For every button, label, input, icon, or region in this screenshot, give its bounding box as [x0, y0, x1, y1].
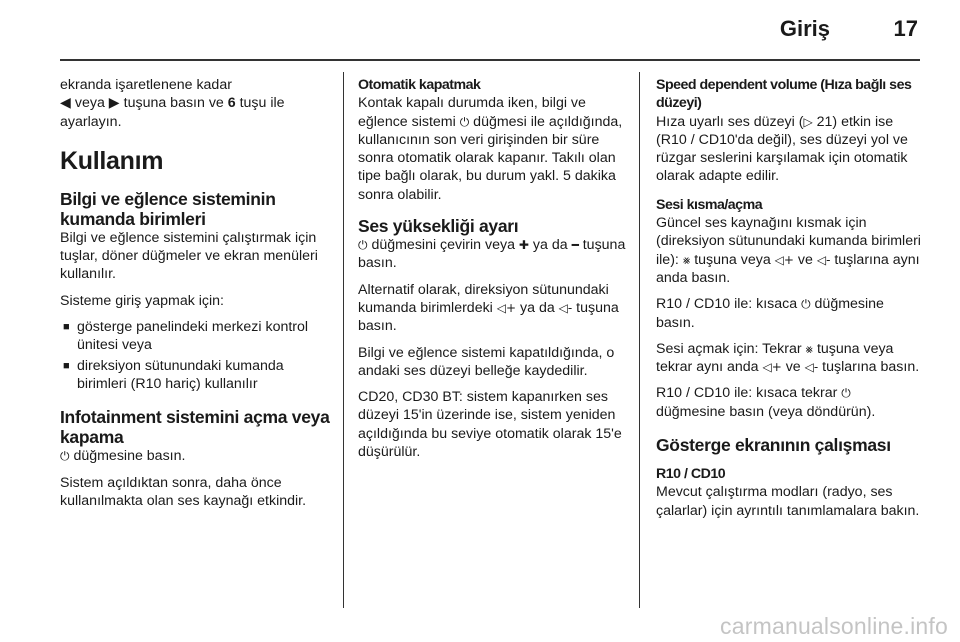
- heading-sesi-kisma: Sesi kısma/açma: [656, 196, 763, 213]
- page-reference: 21: [812, 113, 833, 130]
- paragraph-alternatif: Alternatif olarak, direksiyon sütunundaki kumanda birimlerdeki ◁+ ya da ◁- tuşuna basın.: [358, 281, 619, 335]
- list-item: ■ gösterge panelindeki merkezi kontrol ünitesi veya: [60, 318, 332, 355]
- key-6: 6: [227, 95, 236, 112]
- volume-down-icon: ◁-: [558, 300, 573, 315]
- column-divider: [343, 72, 344, 608]
- paragraph-r10-kisaca: R10 / CD10 ile: kısaca ⏻ düğmesine basın.: [656, 296, 884, 331]
- header-rule: [60, 59, 920, 61]
- paragraph-guncel: Güncel ses kaynağını kısmak için (direksiyon sütunundaki kumanda birimleri ile): ⨳ tuşuna veya ◁+ ve ◁- tuşlarına aynı anda basın.: [656, 215, 921, 286]
- power-icon: ⏻: [459, 114, 470, 129]
- paragraph-otomatik: Kontak kapalı durumda iken, bilgi ve eğlence sistemi ⏻ düğmesi ile açıldığında, kullanıcının son veri girişinden bir süre sonra otomatik olarak kapanır. Takılı olan tipe bağlı olarak, bu durum yakl. 5 dakika sonra olabilir.: [358, 95, 623, 203]
- minus-icon: ━: [571, 238, 579, 253]
- volume-down-icon: ◁-: [804, 360, 819, 375]
- heading-speed-dependent-volume: Speed dependent volume (Hıza bağlı ses düzeyi): [656, 77, 912, 112]
- arrow-right-icon: ▶: [108, 95, 120, 112]
- bullet-list: [60, 318, 332, 393]
- column-2: [358, 76, 626, 469]
- volume-up-icon: ◁+: [762, 360, 782, 375]
- list-item: ■ direksiyon sütunundaki kumanda birimleri (R10 hariç) kullanılır: [60, 357, 332, 394]
- volume-up-icon: ◁+: [774, 252, 794, 267]
- column-1: [60, 76, 332, 518]
- paragraph-hiza: Hıza uyarlı ses düzeyi (▷ 21) etkin ise (R10 / CD10'da değil), ses düzeyi yol ve rüzgar seslerini karşılamak için otomatik olarak adapte edilir.: [656, 113, 908, 185]
- power-icon: ⏻: [60, 449, 70, 464]
- page-header: [60, 0, 920, 62]
- page-reference-icon: ▷: [803, 114, 813, 129]
- section-heading-kullanim: Kullanım: [60, 146, 164, 175]
- power-icon: ⏻: [841, 386, 851, 401]
- paragraph-bilgi: Bilgi ve eğlence sistemini çalıştırmak için tuşlar, döner düğmeler ve ekran menüleri kullanılır.: [60, 229, 318, 283]
- paragraph-sistem-acildiktan: Sistem açıldıktan sonra, daha önce kullanılmakta olan ses kaynağı etkindir.: [60, 474, 307, 509]
- heading-otomatik-kapatmak: Otomatik kapatmak: [358, 77, 481, 93]
- page-title: Giriş: [779, 16, 830, 41]
- heading-kumanda-birimleri: Bilgi ve eğlence sisteminin kumanda birimleri: [60, 188, 276, 229]
- paragraph-sesi-acmak: Sesi açmak için: Tekrar ⨳ tuşuna veya tekrar aynı anda ◁+ ve ◁- tuşlarına basın.: [656, 340, 920, 376]
- heading-r10-cd10: R10 / CD10: [656, 466, 726, 483]
- plus-icon: ✚: [518, 238, 529, 253]
- column-3: [656, 76, 924, 528]
- paragraph-sisteme: Sisteme giriş yapmak için:: [60, 292, 224, 309]
- watermark[interactable]: carmanualsonline.info: [720, 613, 948, 639]
- paragraph-kapatildiginda: Bilgi ve eğlence sistemi kapatıldığında, o andaki ses düzeyi belleğe kaydedilir.: [358, 344, 615, 379]
- power-icon: ⏻: [358, 238, 368, 253]
- paragraph-mevcut: Mevcut çalıştırma modları (radyo, ses çalarlar) için ayrıntılı tanımlamalara bakın.: [656, 484, 920, 519]
- volume-down-icon: ◁-: [816, 252, 831, 267]
- mute-icon: ⨳: [682, 252, 691, 267]
- page-number: 17: [893, 16, 918, 41]
- heading-infotainment-acma: Infotainment sistemini açma veya kapama: [60, 407, 330, 448]
- heading-ses-yuksekligi: Ses yüksekliği ayarı: [358, 216, 519, 237]
- power-icon: ⏻: [801, 297, 811, 312]
- column-divider: [639, 72, 640, 608]
- paragraph-dugme: ⏻ düğmesine basın.: [60, 448, 186, 465]
- paragraph-r10-tekrar: R10 / CD10 ile: kısaca tekrar ⏻ düğmesine basın (veya döndürün).: [656, 385, 876, 420]
- intro-paragraph: ekranda işaretlenene kadar ◀ veya ▶ tuşuna basın ve 6 tuşu ile ayarlayın.: [60, 77, 285, 130]
- heading-gosterge-ekrani: Gösterge ekranının çalışması: [656, 435, 891, 456]
- volume-up-icon: ◁+: [496, 300, 517, 315]
- paragraph-cd20: CD20, CD30 BT: sistem kapanırken ses düzeyi 15'in üzerinde ise, sistem yeniden açıldığında bu seviye otomatik olarak 15'e düşürülür.: [358, 389, 622, 461]
- arrow-left-icon: ◀: [60, 95, 71, 112]
- mute-icon: ⨳: [805, 341, 813, 356]
- paragraph-ses: ⏻ düğmesini çevirin veya ✚ ya da ━ tuşuna basın.: [358, 237, 626, 272]
